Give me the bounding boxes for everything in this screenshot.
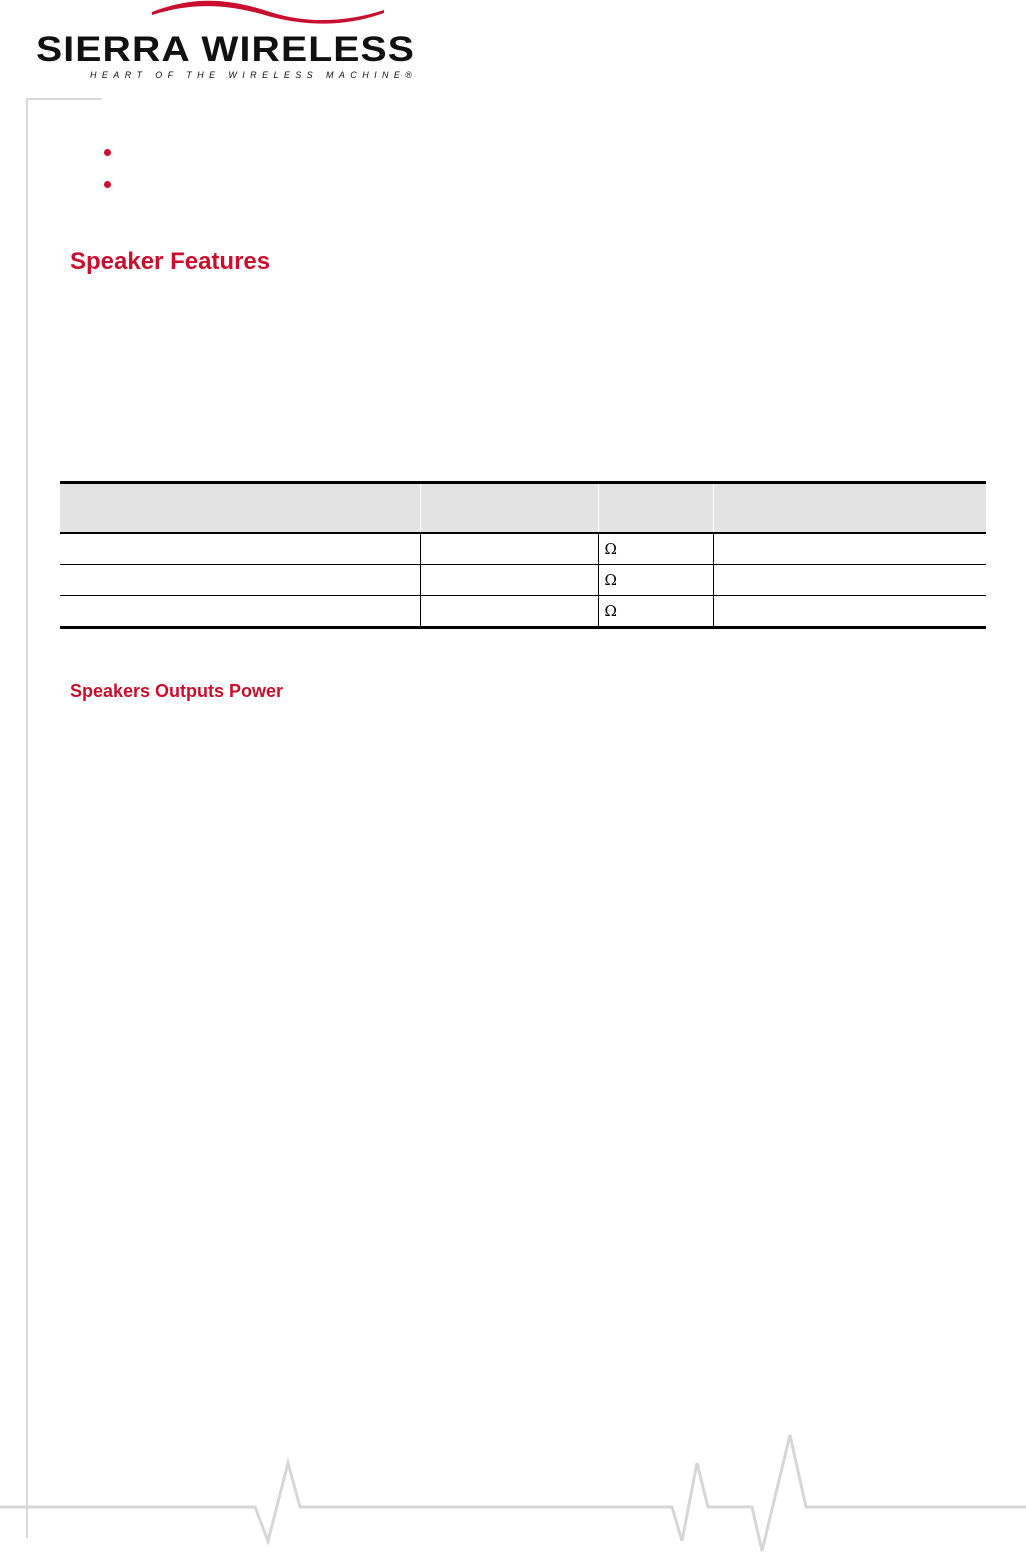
table-cell [713, 565, 986, 596]
bullet-icon [104, 149, 111, 156]
frame-top-line [26, 98, 102, 100]
table-header-cell [60, 483, 420, 534]
table-header-cell [713, 483, 986, 534]
logo-swoosh-icon [148, 0, 388, 26]
table-cell [420, 596, 598, 628]
logo-wordmark: SIERRA WIRELESS [36, 30, 416, 69]
table-cell-unit: Ω [598, 565, 713, 596]
table-cell [420, 533, 598, 565]
table-cell [60, 533, 420, 565]
logo-tagline: HEART OF THE WIRELESS MACHINE® [90, 70, 418, 80]
table-cell [713, 596, 986, 628]
speaker-features-table [60, 481, 986, 629]
frame-left-line [26, 98, 28, 1538]
table-header-cell [598, 483, 713, 534]
table-cell [420, 565, 598, 596]
section-title: Speaker Features [70, 248, 271, 275]
table-row [60, 533, 986, 565]
table-cell [60, 596, 420, 628]
footer-heartbeat-line [0, 1425, 1026, 1554]
bullet-icon [104, 181, 111, 188]
table-row [60, 565, 986, 596]
table-cell [60, 565, 420, 596]
sierra-wireless-logo [36, 0, 466, 90]
table-cell-unit: Ω [598, 533, 713, 565]
table-cell [713, 533, 986, 565]
subsection-title: Speakers Outputs Power [70, 681, 284, 701]
table-row [60, 596, 986, 628]
table-header-row [60, 483, 986, 534]
table-cell-unit: Ω [598, 596, 713, 628]
table-header-cell [420, 483, 598, 534]
